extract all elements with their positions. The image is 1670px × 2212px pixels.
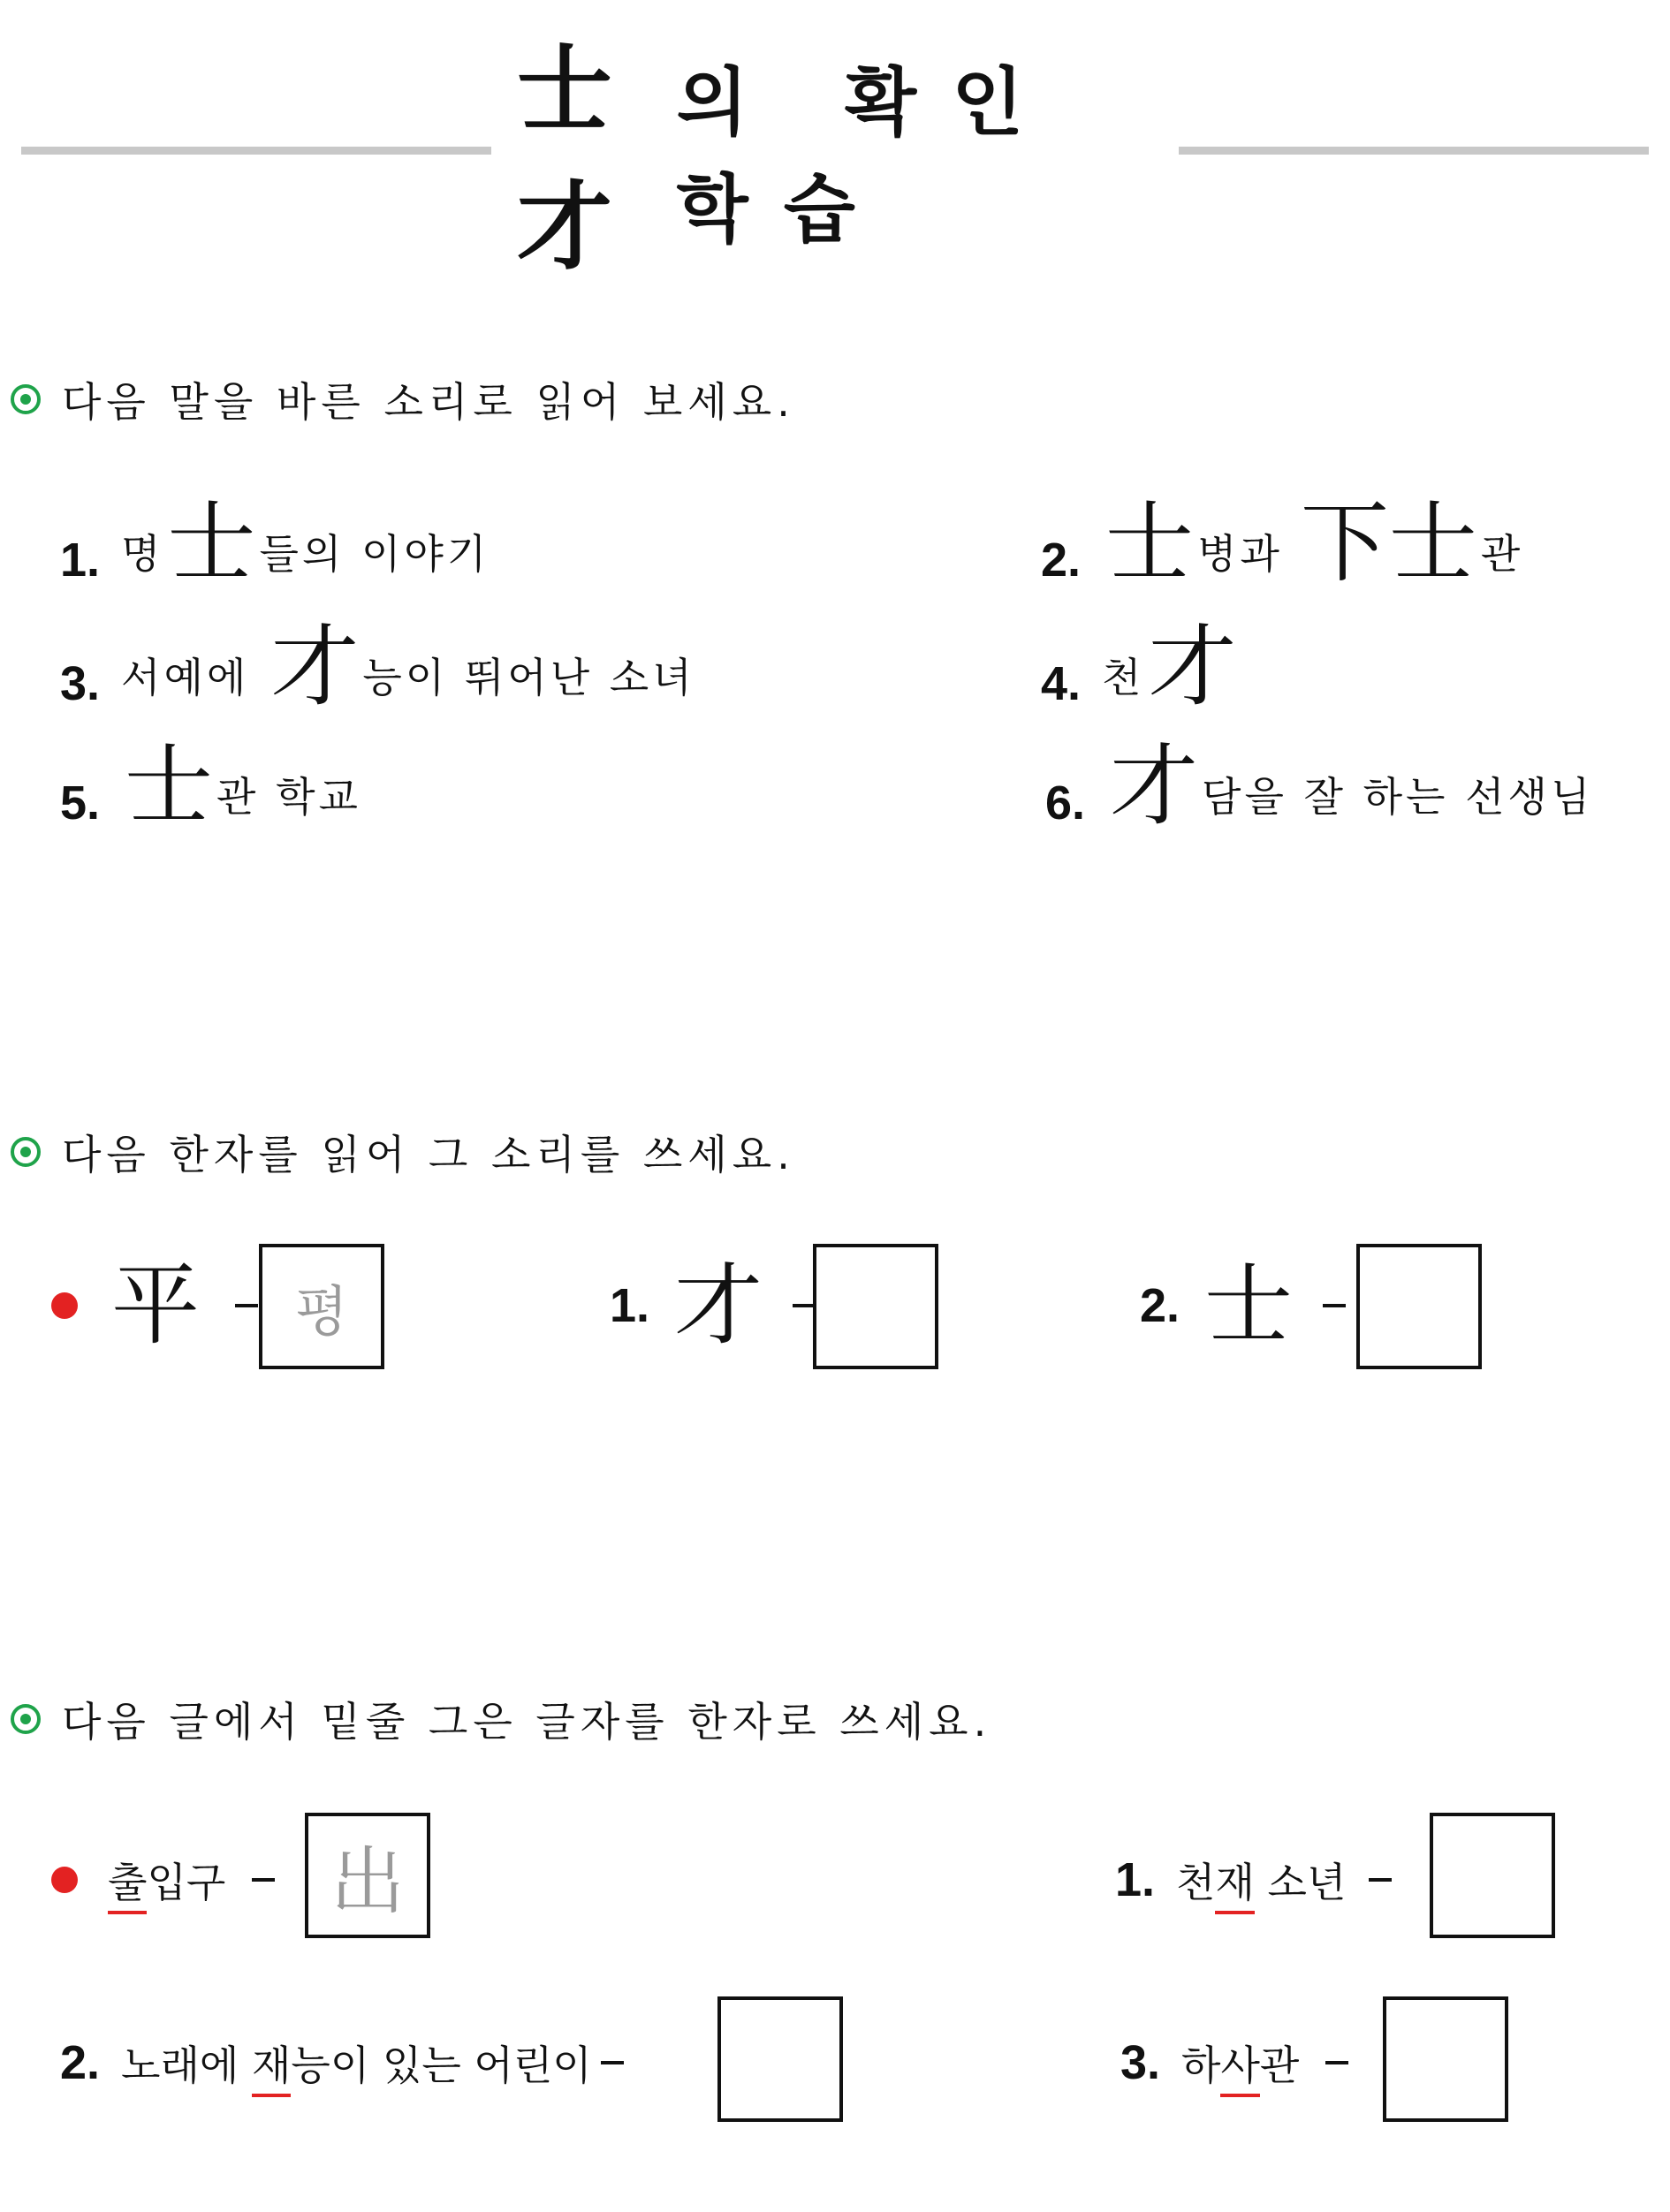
item-hanja: 士 — [125, 734, 214, 837]
item-number: 6. — [1045, 776, 1086, 830]
s2-example — [51, 1244, 258, 1367]
item-hanja: 下士 — [1300, 491, 1477, 595]
s2-item-2-answer-box[interactable] — [1356, 1244, 1482, 1369]
s3-item-1 — [1115, 1818, 1392, 1942]
title-rule-right — [1179, 147, 1649, 155]
dash — [235, 1304, 258, 1307]
item-text: 담을 잘 하는 선생님 — [1202, 773, 1594, 821]
s2-item-1-answer-box[interactable] — [813, 1244, 938, 1369]
s2-item-1 — [610, 1244, 816, 1367]
example-text: 입구 — [147, 1859, 226, 1906]
s2-item-2 — [1140, 1244, 1346, 1367]
section2-instruction-text: 다음 한자를 읽어 그 소리를 쓰세요. — [62, 1131, 795, 1178]
s1-item-6 — [1045, 733, 1594, 837]
example-answer: 出 — [330, 1837, 405, 1925]
example-answer: 평 — [295, 1278, 348, 1344]
section3-instruction-text: 다음 글에서 밑줄 그은 글자를 한자로 쓰세요. — [62, 1698, 992, 1746]
item-hanja: 才 — [1110, 734, 1199, 837]
item-text: 명 — [121, 530, 164, 578]
example-hanja: 平 — [111, 1254, 200, 1357]
dash — [252, 1878, 275, 1882]
s1-item-5 — [60, 733, 361, 837]
item-text: 능이 뛰어난 소녀 — [362, 654, 695, 701]
item-number: 1. — [610, 1279, 650, 1332]
item-text: 관 학교 — [216, 773, 361, 821]
item-hanja: 才 — [674, 1254, 763, 1357]
section1-instruction-text: 다음 말을 바른 소리로 읽어 보세요. — [62, 378, 795, 426]
s3-item-3 — [1120, 2001, 1348, 2125]
item-number: 4. — [1041, 657, 1082, 710]
item-text: 천 — [1102, 654, 1145, 701]
item-number: 3. — [1120, 2036, 1161, 2089]
item-number: 2. — [60, 2036, 101, 2089]
section3-instruction — [11, 1693, 991, 1746]
page-title — [517, 34, 1153, 283]
item-hanja: 才 — [270, 615, 360, 718]
s1-item-2 — [1041, 490, 1524, 595]
s1-item-3 — [60, 614, 695, 718]
item-text: 천 — [1176, 1859, 1216, 1906]
s1-item-1 — [60, 490, 490, 595]
s3-example — [51, 1818, 275, 1942]
s3-item-2 — [60, 2001, 624, 2125]
title-rule-left — [21, 147, 491, 155]
underlined-char: 사 — [1220, 2034, 1259, 2092]
item-hanja: 士 — [1105, 491, 1195, 595]
s2-example-answer-box — [259, 1244, 384, 1369]
example-dot-icon — [51, 1292, 78, 1319]
item-text: 소년 — [1254, 1859, 1347, 1906]
dash — [1325, 2061, 1348, 2064]
target-bullet-icon — [11, 384, 41, 414]
s3-example-answer-box — [305, 1813, 430, 1938]
underlined-char: 재 — [252, 2034, 291, 2092]
item-number: 2. — [1140, 1279, 1180, 1332]
section1-instruction — [11, 373, 795, 426]
item-number: 1. — [1115, 1853, 1156, 1906]
title-hanja: 士才 — [517, 34, 613, 283]
item-text: 하 — [1181, 2042, 1221, 2089]
item-number: 1. — [60, 534, 101, 587]
item-text: 관 — [1480, 530, 1524, 578]
s3-item-3-answer-box[interactable] — [1383, 1996, 1508, 2122]
item-text: 병과 — [1197, 530, 1283, 578]
s1-item-4 — [1041, 614, 1240, 718]
item-text: 노래에 — [121, 2042, 252, 2089]
dash — [601, 2061, 624, 2064]
item-text: 관 — [1259, 2042, 1300, 2089]
item-number: 2. — [1041, 534, 1082, 587]
s3-item-2-answer-box[interactable] — [717, 1996, 843, 2122]
item-text: 능이 있는 어린이 — [291, 2042, 592, 2089]
item-text: 들의 이야기 — [259, 530, 490, 578]
example-dot-icon — [51, 1867, 78, 1893]
item-hanja: 士 — [1204, 1254, 1294, 1357]
item-number: 3. — [60, 657, 101, 710]
target-bullet-icon — [11, 1704, 41, 1734]
underlined-char: 출 — [108, 1851, 147, 1909]
dash — [1369, 1878, 1392, 1882]
item-number: 5. — [60, 776, 101, 830]
underlined-char: 재 — [1215, 1851, 1254, 1909]
item-hanja: 士 — [167, 491, 256, 595]
dash — [1323, 1304, 1346, 1307]
item-hanja: 才 — [1148, 615, 1237, 718]
section2-instruction — [11, 1125, 795, 1178]
item-text: 서예에 — [121, 654, 250, 701]
target-bullet-icon — [11, 1137, 41, 1167]
s3-item-1-answer-box[interactable] — [1430, 1813, 1555, 1938]
title-text: 의 확인 학습 — [676, 58, 1059, 253]
